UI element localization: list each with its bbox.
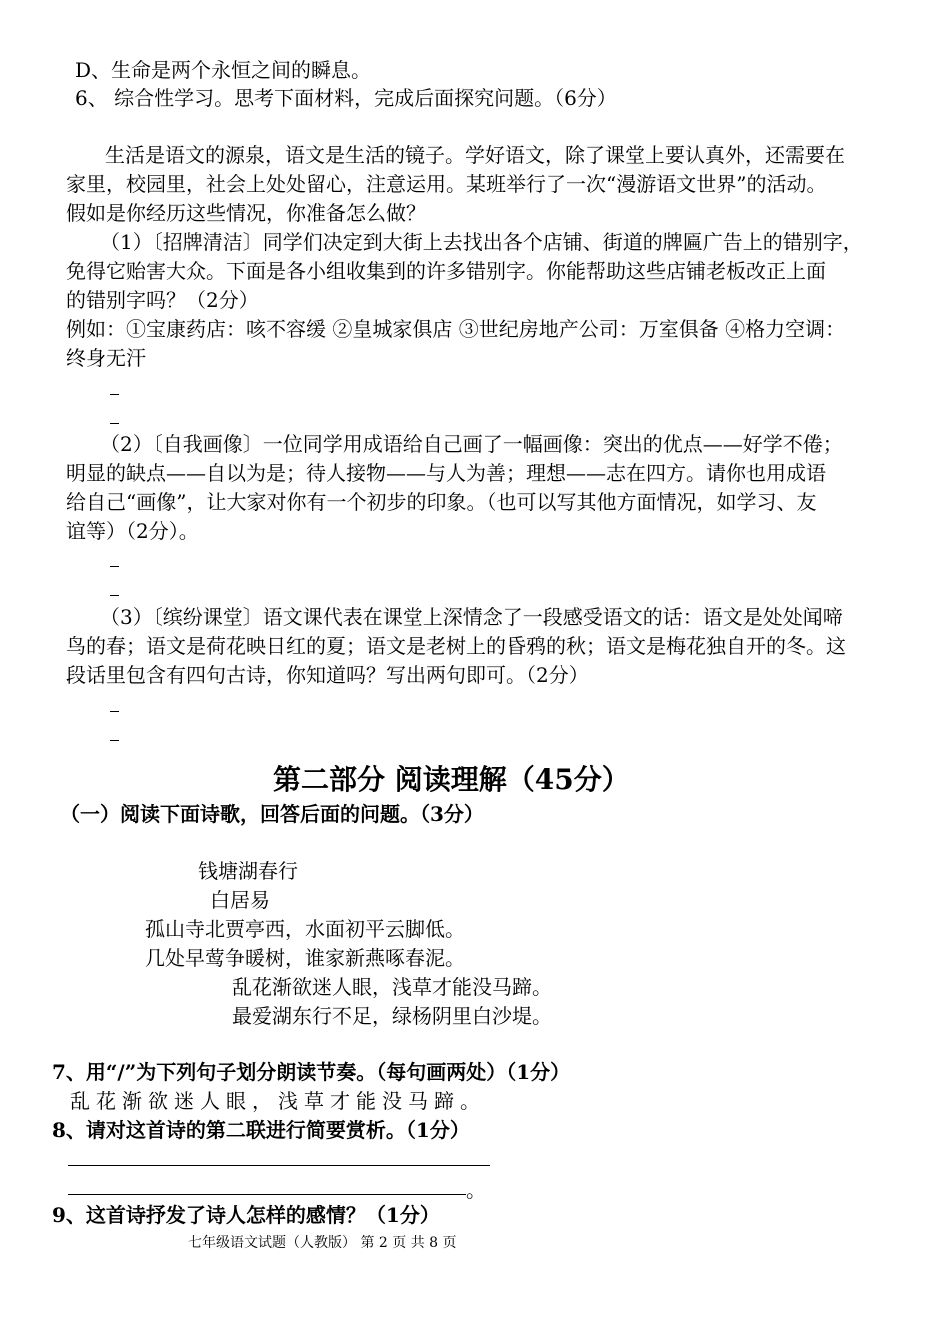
q6-part3-line-3: 段话里包含有四句古诗，你知道吗？写出两句即可。（2分）	[66, 663, 589, 687]
q6-part2-line-1: （2）〔自我画像〕一位同学用成语给自己画了一幅画像：突出的优点——好学不倦；	[100, 432, 843, 456]
q6-part1-examples: 例如：①宝康药店：咳不容缓 ②皇城家俱店 ③世纪房地产公司：万室俱备 ④格力空调：	[66, 317, 846, 341]
reading-section-heading: （一）阅读下面诗歌，回答后面的问题。（3分）	[60, 802, 484, 826]
footer-text-right: 页 共 8 页	[387, 1235, 457, 1251]
q6-part3-line-2: 鸟的春；语文是荷花映日红的夏；语文是老树上的昏鸦的秋；语文是梅花独自开的冬。这	[66, 634, 846, 658]
q8-heading: 8、请对这首诗的第二联进行简要赏析。（1分）	[52, 1118, 470, 1142]
q5-option-d: D、生命是两个永恒之间的瞬息。	[75, 58, 372, 82]
poem-line-4: 最爱湖东行不足，绿杨阴里白沙堤。	[232, 1004, 552, 1028]
answer-line[interactable]	[110, 711, 119, 712]
section-title: 第二部分 阅读理解（45分）	[273, 763, 630, 796]
q6-part1-line-2: 免得它贻害大众。下面是各小组收集到的许多错别字。你能帮助这些店铺老板改正上面	[66, 259, 826, 283]
q6-intro-line-2: 家里，校园里，社会上处处留心，注意运用。某班举行了一次“漫游语文世界”的活动。	[66, 172, 827, 196]
page-number: 2	[378, 1235, 388, 1251]
q6-part1-examples-cont: 终身无汗	[66, 346, 146, 370]
q9-heading: 9、这首诗抒发了诗人怎样的感情？（1分）	[52, 1203, 440, 1227]
q6-part2-line-2: 明显的缺点——自以为是；待人接物——与人为善；理想——志在四方。请你也用成语	[66, 461, 826, 485]
q6-part2-line-3: 给自己“画像”，让大家对你有一个初步的印象。（也可以写其他方面情况，如学习、友	[66, 490, 817, 514]
q7-heading: 7、用“/”为下列句子划分朗读节奏。（每句画两处）（1分）	[52, 1060, 571, 1084]
q6-heading: 6、 综合性学习。思考下面材料，完成后面探究问题。（6分）	[75, 86, 617, 110]
q6-intro-line-1: 生活是语文的源泉，语文是生活的镜子。学好语文，除了课堂上要认真外，还需要在	[105, 143, 845, 167]
q6-intro-line-3: 假如是你经历这些情况，你准备怎么做？	[66, 201, 426, 225]
poem-title: 钱塘湖春行	[198, 859, 298, 883]
q8-period: 。	[466, 1178, 486, 1202]
poem-author: 白居易	[210, 888, 270, 912]
q6-part1-line-3: 的错别字吗？（2分）	[66, 288, 259, 312]
q7-sentence: 乱花渐欲迷人眼，浅草才能没马蹄。	[70, 1089, 486, 1113]
poem-line-3: 乱花渐欲迷人眼，浅草才能没马蹄。	[232, 975, 552, 999]
q6-part1-line-1: （1）〔招牌清洁〕同学们决定到大街上去找出各个店铺、街道的牌匾广告上的错别字，	[100, 230, 863, 254]
answer-line[interactable]	[110, 423, 119, 424]
poem-line-2: 几处早莺争暖树，谁家新燕啄春泥。	[145, 946, 465, 970]
footer-text-left: 七年级语文试题（人教版） 第	[188, 1235, 379, 1251]
answer-line[interactable]	[68, 1165, 490, 1166]
answer-line[interactable]	[110, 394, 119, 395]
answer-line[interactable]	[110, 595, 119, 596]
page-footer	[188, 1234, 457, 1252]
q6-part3-line-1: （3）〔缤纷课堂〕语文课代表在课堂上深情念了一段感受语文的话：语文是处处闻啼	[100, 605, 843, 629]
answer-line[interactable]	[110, 740, 119, 741]
q6-part2-line-4: 谊等）（2分）。	[66, 519, 199, 543]
poem-line-1: 孤山寺北贾亭西，水面初平云脚低。	[145, 917, 465, 941]
answer-line[interactable]	[68, 1194, 466, 1195]
answer-line[interactable]	[110, 566, 119, 567]
